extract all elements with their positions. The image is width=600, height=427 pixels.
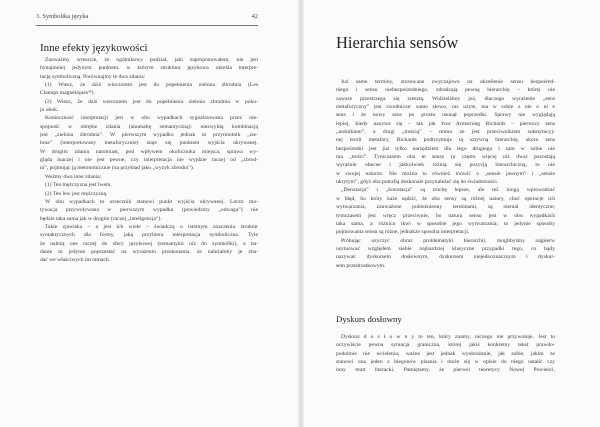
right-body-text — [336, 78, 555, 270]
right-body-text-2 — [336, 333, 555, 375]
text-line: usytuować względem siebie najbardziej klasyczne przypadki tego, co bądy — [336, 245, 555, 252]
chapter-title: Hierarchia sensów — [336, 33, 459, 52]
text-line: „Denotacja” i „konotacja” są trochę lepsze, ale też mogą wprowadzać — [341, 187, 555, 194]
text-line: Weźmy dwa inne zdania: — [45, 173, 102, 180]
text-line: lepiej, kiedy nazywa się – tak jak Ivor Armstrong Richards – pierwszy sens — [336, 120, 555, 127]
text-line: ukrytym”, gdyż oba potrafią doskonale przynależeć się do świadomości. — [336, 179, 499, 186]
text-line: wyraźnie obecne i jakkolwiek różnią się pozycją hierarchiczną, to nie — [336, 162, 555, 169]
text-line: lona” (interpretowany metaforycznie) staje się punktem wyjścia ukrywanej. — [40, 140, 258, 147]
text-line: Już same terminy, stosowane zwyczajowo na określenie sensu bezpośred- — [341, 79, 555, 85]
text-line: syntaktycznych dla formy, jaką przybiera interpretacja symboliczna. Tyle — [40, 232, 258, 239]
text-line: w swojej naturze. Nie można tu również mówić o „sensie jawnym” i „sensie — [336, 170, 555, 177]
text-line: gląda inaczej i nie jest pewne, czy interpretacja nie wyjdzie raczej od „zbrod- — [40, 157, 258, 164]
text-line: pojmowania sensu są różne, jednakże sposoba interpretacji. — [336, 229, 470, 236]
text-line: wytwarzania, zauważone pobieżnienny terminami, są niemal identyczne; — [336, 204, 555, 211]
text-line: tywacja przywoływana w pierwszym wypadku (powiedzmy „odwaga”) nie — [40, 207, 258, 214]
text-line: (1) Ten mężczyzna jest lwem. — [45, 182, 112, 189]
text-line: W drugim zdaniu natomiast, pod wpływem okolicznika miejsca, sprawa wy- — [40, 148, 258, 155]
text-line: sem przedrostkowym. — [336, 262, 386, 269]
text-line: podobnie nie wcielenia; ważne jest jednak wyobrażanie, jak sobie, jakim ze — [336, 350, 555, 357]
text-line: zawsze przestrzega się zresztą. Widzieliśmy już, dlaczego wyrażenie „sens — [336, 95, 555, 102]
text-line: inny mutt literacki. Pamiętamy, że pierwsi teoretycy Nowej Powieści, — [336, 367, 555, 374]
text-line: Zauważmy wreszcie, że ogólnikowy podział, jaki zaproponowałem, nie jest — [45, 57, 258, 63]
text-line: Champs magnétiques³⁹). — [40, 90, 95, 97]
text-line: bezpośredni jest już tylko narzędziem dla tego drugiego i sam w sobie nie — [336, 145, 555, 152]
subsection-heading: Dyskurs dosłowny — [336, 314, 402, 324]
text-line: „nośnikiem”, a drugi „treścią” – mimo że jest przeciwnikiem substytucyj- — [336, 129, 555, 136]
text-line: tację symboliczną. Porównajmy te dwa zdania: — [40, 73, 146, 80]
text-line: (2) Ten lew jest mężczyzną. — [45, 190, 108, 197]
text-line: bynajmniej jedynym punktem, w którym struktura językowa określa interpre- — [40, 65, 258, 72]
text-line: (1) Wiesz, że dziś wieczorem jest do popełnienia zielona zbrodnia (Les — [45, 82, 258, 89]
text-line: W obu wypadkach to orzecznik stanowi punkt wyjścia ukrywanej. Leczn mo- — [45, 198, 258, 205]
left-body-text — [40, 56, 258, 265]
text-line: ma „treści”. Tymczasem oba te sensy (a często więcej niż dwa) pozostają — [336, 154, 555, 161]
text-line: sens i że nowy sens po prostu usunął poprzedni. Sprawy nie wyglądają — [336, 112, 555, 119]
text-line: oczywiście pewna sytuacja graniczna, której jakiś konkretny tekst prawdo- — [336, 342, 555, 349]
text-line: ju obok. — [40, 107, 59, 114]
text-line: danie to jedynie poprzestać na wyrażeniu przekonania, że należałoby je zba- — [40, 248, 258, 255]
text-line: spójność w obrębie zdania (anomalię semantyczną): niezwykłą kombinacją — [40, 123, 258, 130]
text-line: Takie zjawiska – a jest ich wiele – świadczą o istotnym znaczeniu struktur — [45, 223, 258, 230]
text-line: że należą one raczej do sfery językowej (semantykii niż do symboliki), a ba- — [40, 240, 258, 247]
text-line: jest „zielona zbrodnia”. W pierwszym wypadku jednak to przymiotnik „zie- — [40, 132, 258, 139]
section-heading: Inne efekty językowości — [40, 42, 148, 54]
text-line: taka sama, a różnica tkwi w sposobie jego wytwarzania; to jedynie sposoby — [336, 220, 555, 227]
text-line: w błąd, bo który każe sądzić, że oba sensy są różnej natury, choć operacje ich — [336, 195, 555, 202]
text-line: niego i sensu niebezpośredniego, zdradzają pewną hierarchię – której nie — [336, 87, 555, 94]
text-line: stanowi ona jeden z biegunów pisania i może się w opisie do niego ustalić czy — [336, 359, 555, 366]
text-line: dać we właściwych im ramach. — [40, 257, 111, 264]
text-line: nazywał: dyskursem dosłownym, dyskursem niejednoznacznym i dyskur- — [336, 254, 555, 261]
text-line: będzie taka sama jak w drugim (raczej „inteligencja”). — [40, 215, 162, 222]
page-number: 42 — [251, 13, 258, 20]
text-line: Konieczność interpretacji jest w obu wypadkach sygnalizowana przez nie- — [45, 115, 258, 122]
text-line: nej teorii metafory, Richards podtrzymuje tą sztywną hierarchię, skoro sens — [336, 137, 555, 144]
running-head-title: 3. Symbolika języka — [36, 13, 89, 20]
text-line: tymczasem jest wręcz przeciwnie, bo natura sensu jest w obu wypadkach — [336, 212, 555, 219]
right-page — [304, 0, 600, 427]
text-line: metaforyczny” jest zwodnicze: samo słowo, raz użyte, ma w sobie z nie o ni e — [336, 104, 555, 111]
header-rule — [36, 25, 258, 26]
text-line: Próbując uzyczyć obraz problematyki hierarchii, moglibyśmy najpierw — [341, 237, 555, 244]
running-head — [36, 13, 258, 20]
text-line: ni”, pojmując ją metonimicznie (na przykład jako „wyzyk zbrodni”). — [40, 165, 195, 172]
text-line: (2) Wiesz, że dziś wieczorem jest do popełnienia zielona zbrodnia w poko- — [45, 98, 258, 105]
text-line: Dyskurs d o s ł o w n y to ten, który znamy, niczego nie przywołuje. Jest to — [341, 334, 555, 340]
left-page — [0, 0, 298, 427]
